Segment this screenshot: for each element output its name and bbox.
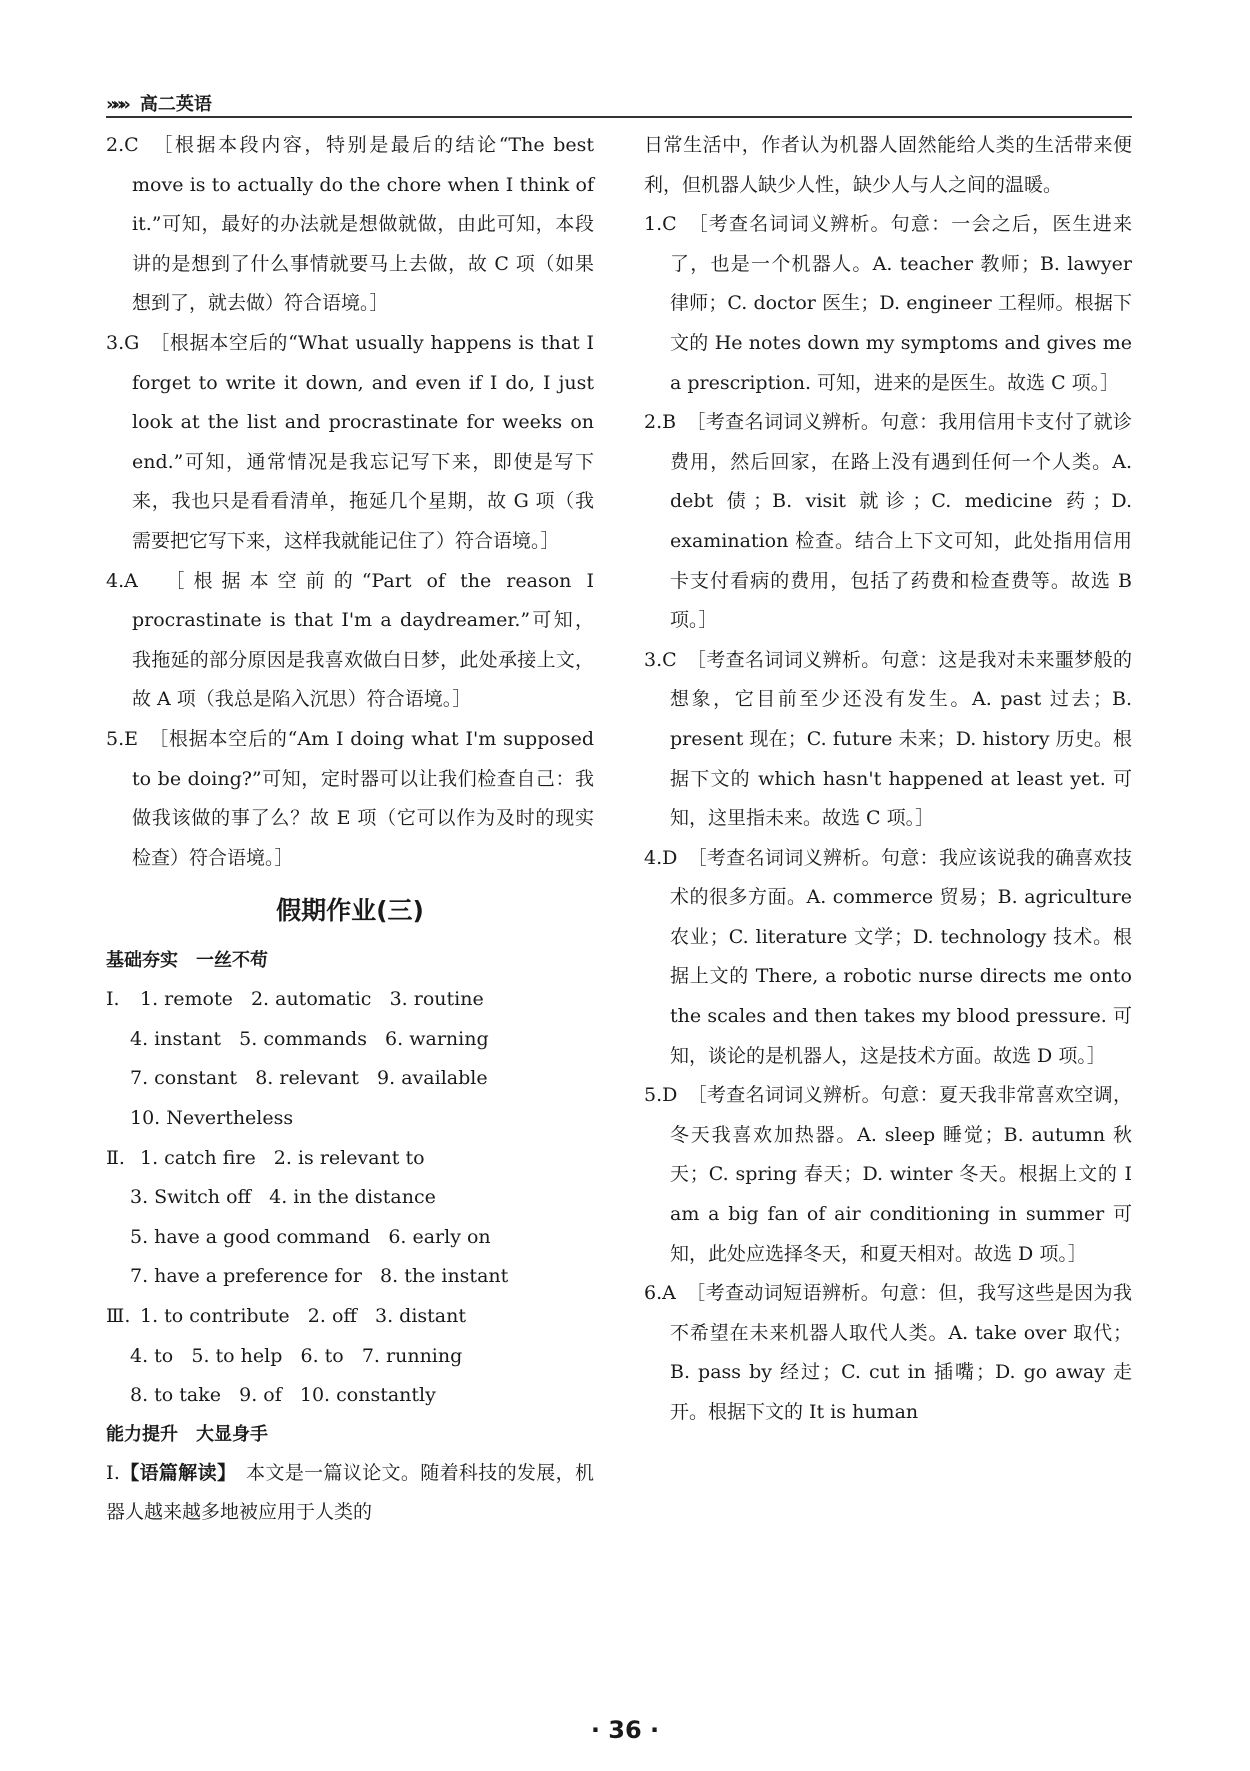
part-3	[106, 1297, 594, 1416]
answer-2: 2.C ［根据本段内容，特别是最后的结论“The best move is to actually do the chore when I think of it.”可知，最好的办法就是想做就做，由此可知，本段讲的是想到了什么事情就要马上去做，故 C 项（如果想到了，就去做）符合语境。］	[106, 134, 594, 315]
page-number: · 36 ·	[590, 1716, 660, 1744]
part-1-row: 7. constant 8. relevant 9. available	[130, 1067, 488, 1090]
part-1-row: 4. instant 5. commands 6. warning	[130, 1027, 489, 1050]
part-2-row: 7. have a preference for 8. the instant	[130, 1265, 509, 1288]
answer-r3: 3.C ［考查名词词义辨析。句意：这是我对未来噩梦般的想象，它目前至少还没有发生。A. past 过去；B. present 现在；C. future 未来；D. history 历史。根据下文的 which hasn't happened at least yet. 可知，这里指未来。故选 C 项。］	[644, 648, 1132, 830]
header-title: 高二英语	[139, 94, 212, 115]
answer-4: 4.A ［根据本空前的“Part of the reason I procrastinate is that I'm a daydreamer.”可知，我拖延的部分原因是我喜欢做白日梦，此处承接上文，故 A 项（我总是陷入沉思）符合语境。］	[106, 569, 594, 711]
right-column	[644, 126, 1132, 1433]
part-3-row: 8. to take 9. of 10. constantly	[130, 1384, 436, 1407]
part-1-row: Ⅰ. 1. remote 2. automatic 3. routine	[106, 988, 484, 1011]
section-basic: 基础夯实 一丝不苟	[106, 950, 268, 972]
part-1-row: 10. Nevertheless	[130, 1107, 294, 1130]
answer-r4: 4.D ［考查名词词义辨析。句意：我应该说我的确喜欢技术的很多方面。A. commerce 贸易；B. agriculture 农业；C. literature 文学；D. technology 技术。根据上文的 There, a robotic nurse directs me onto the scales and then takes my blood pressure. 可知，谈论的是机器人，这是技术方面。故选 D 项。］	[644, 846, 1132, 1067]
answer-3: 3.G ［根据本空后的“What usually happens is that I forget to write it down, and even if I do, I just look at the list and procrastinate for weeks on end.”可知，通常情况是我忘记写下来，即使是写下来，我也只是看看清单，拖延几个星期，故 G 项（我需要把它写下来，这样我就能记住了）符合语境。］	[106, 331, 594, 552]
part-2-row: 5. have a good command 6. early on	[130, 1225, 491, 1248]
answer-5: 5.E ［根据本空后的“Am I doing what I'm supposed to be doing?”可知，定时器可以让我们检查自己：我做我该做的事了么？故 E 项（它可以作为及时的现实检查）符合语境。］	[106, 727, 594, 869]
part-3-row: 4. to 5. to help 6. to 7. running	[130, 1344, 463, 1367]
part-2	[106, 1139, 594, 1297]
section-advanced: 能力提升 大显身手	[106, 1423, 268, 1445]
page-header	[106, 92, 1132, 118]
section-title: 假期作业(三)	[276, 896, 424, 926]
part-3-row: Ⅲ. 1. to contribute 2. off 3. distant	[106, 1305, 467, 1328]
reading-analysis-continued: 日常生活中，作者认为机器人固然能给人类的生活带来便利，但机器人缺少人性，缺少人与人之间的温暖。	[644, 134, 1132, 196]
chevron-icon: »»»	[106, 94, 126, 115]
answer-r6: 6.A ［考查动词短语辨析。句意：但，我写这些是因为我不希望在未来机器人取代人类。A. take over 取代；B. pass by 经过；C. cut in 插嘴；D. go away 走开。根据下文的 It is human	[644, 1282, 1132, 1423]
part-1	[106, 980, 594, 1138]
reading-analysis: Ⅰ.【语篇解读】 本文是一篇议论文。随着科技的发展，机器人越来越多地被应用于人类的	[106, 1461, 594, 1524]
part-2-row: 3. Switch off 4. in the distance	[130, 1186, 436, 1209]
part-2-row: Ⅱ. 1. catch fire 2. is relevant to	[106, 1146, 425, 1169]
answer-r2: 2.B ［考查名词词义辨析。句意：我用信用卡支付了就诊费用，然后回家，在路上没有遇到任何一个人类。A. debt 债；B. visit 就诊；C. medicine 药；D. examination 检查。结合上下文可知，此处指用信用卡支付看病的费用，包括了药费和检查费等。故选 B 项。］	[644, 411, 1132, 632]
answer-r5: 5.D ［考查名词词义辨析。句意：夏天我非常喜欢空调，冬天我喜欢加热器。A. sleep 睡觉；B. autumn 秋天；C. spring 春天；D. winter 冬天。根据上文的 I am a big fan of air conditioning in summer 可知，此处应选择冬天，和夏天相对。故选 D 项。］	[644, 1084, 1132, 1265]
left-column	[106, 126, 594, 1533]
answer-r1: 1.C ［考查名词词义辨析。句意：一会之后，医生进来了，也是一个机器人。A. teacher 教师；B. lawyer 律师；C. doctor 医生；D. engineer 工程师。根据下文的 He notes down my symptoms and gives me a prescription. 可知，进来的是医生。故选 C 项。］	[644, 213, 1132, 394]
